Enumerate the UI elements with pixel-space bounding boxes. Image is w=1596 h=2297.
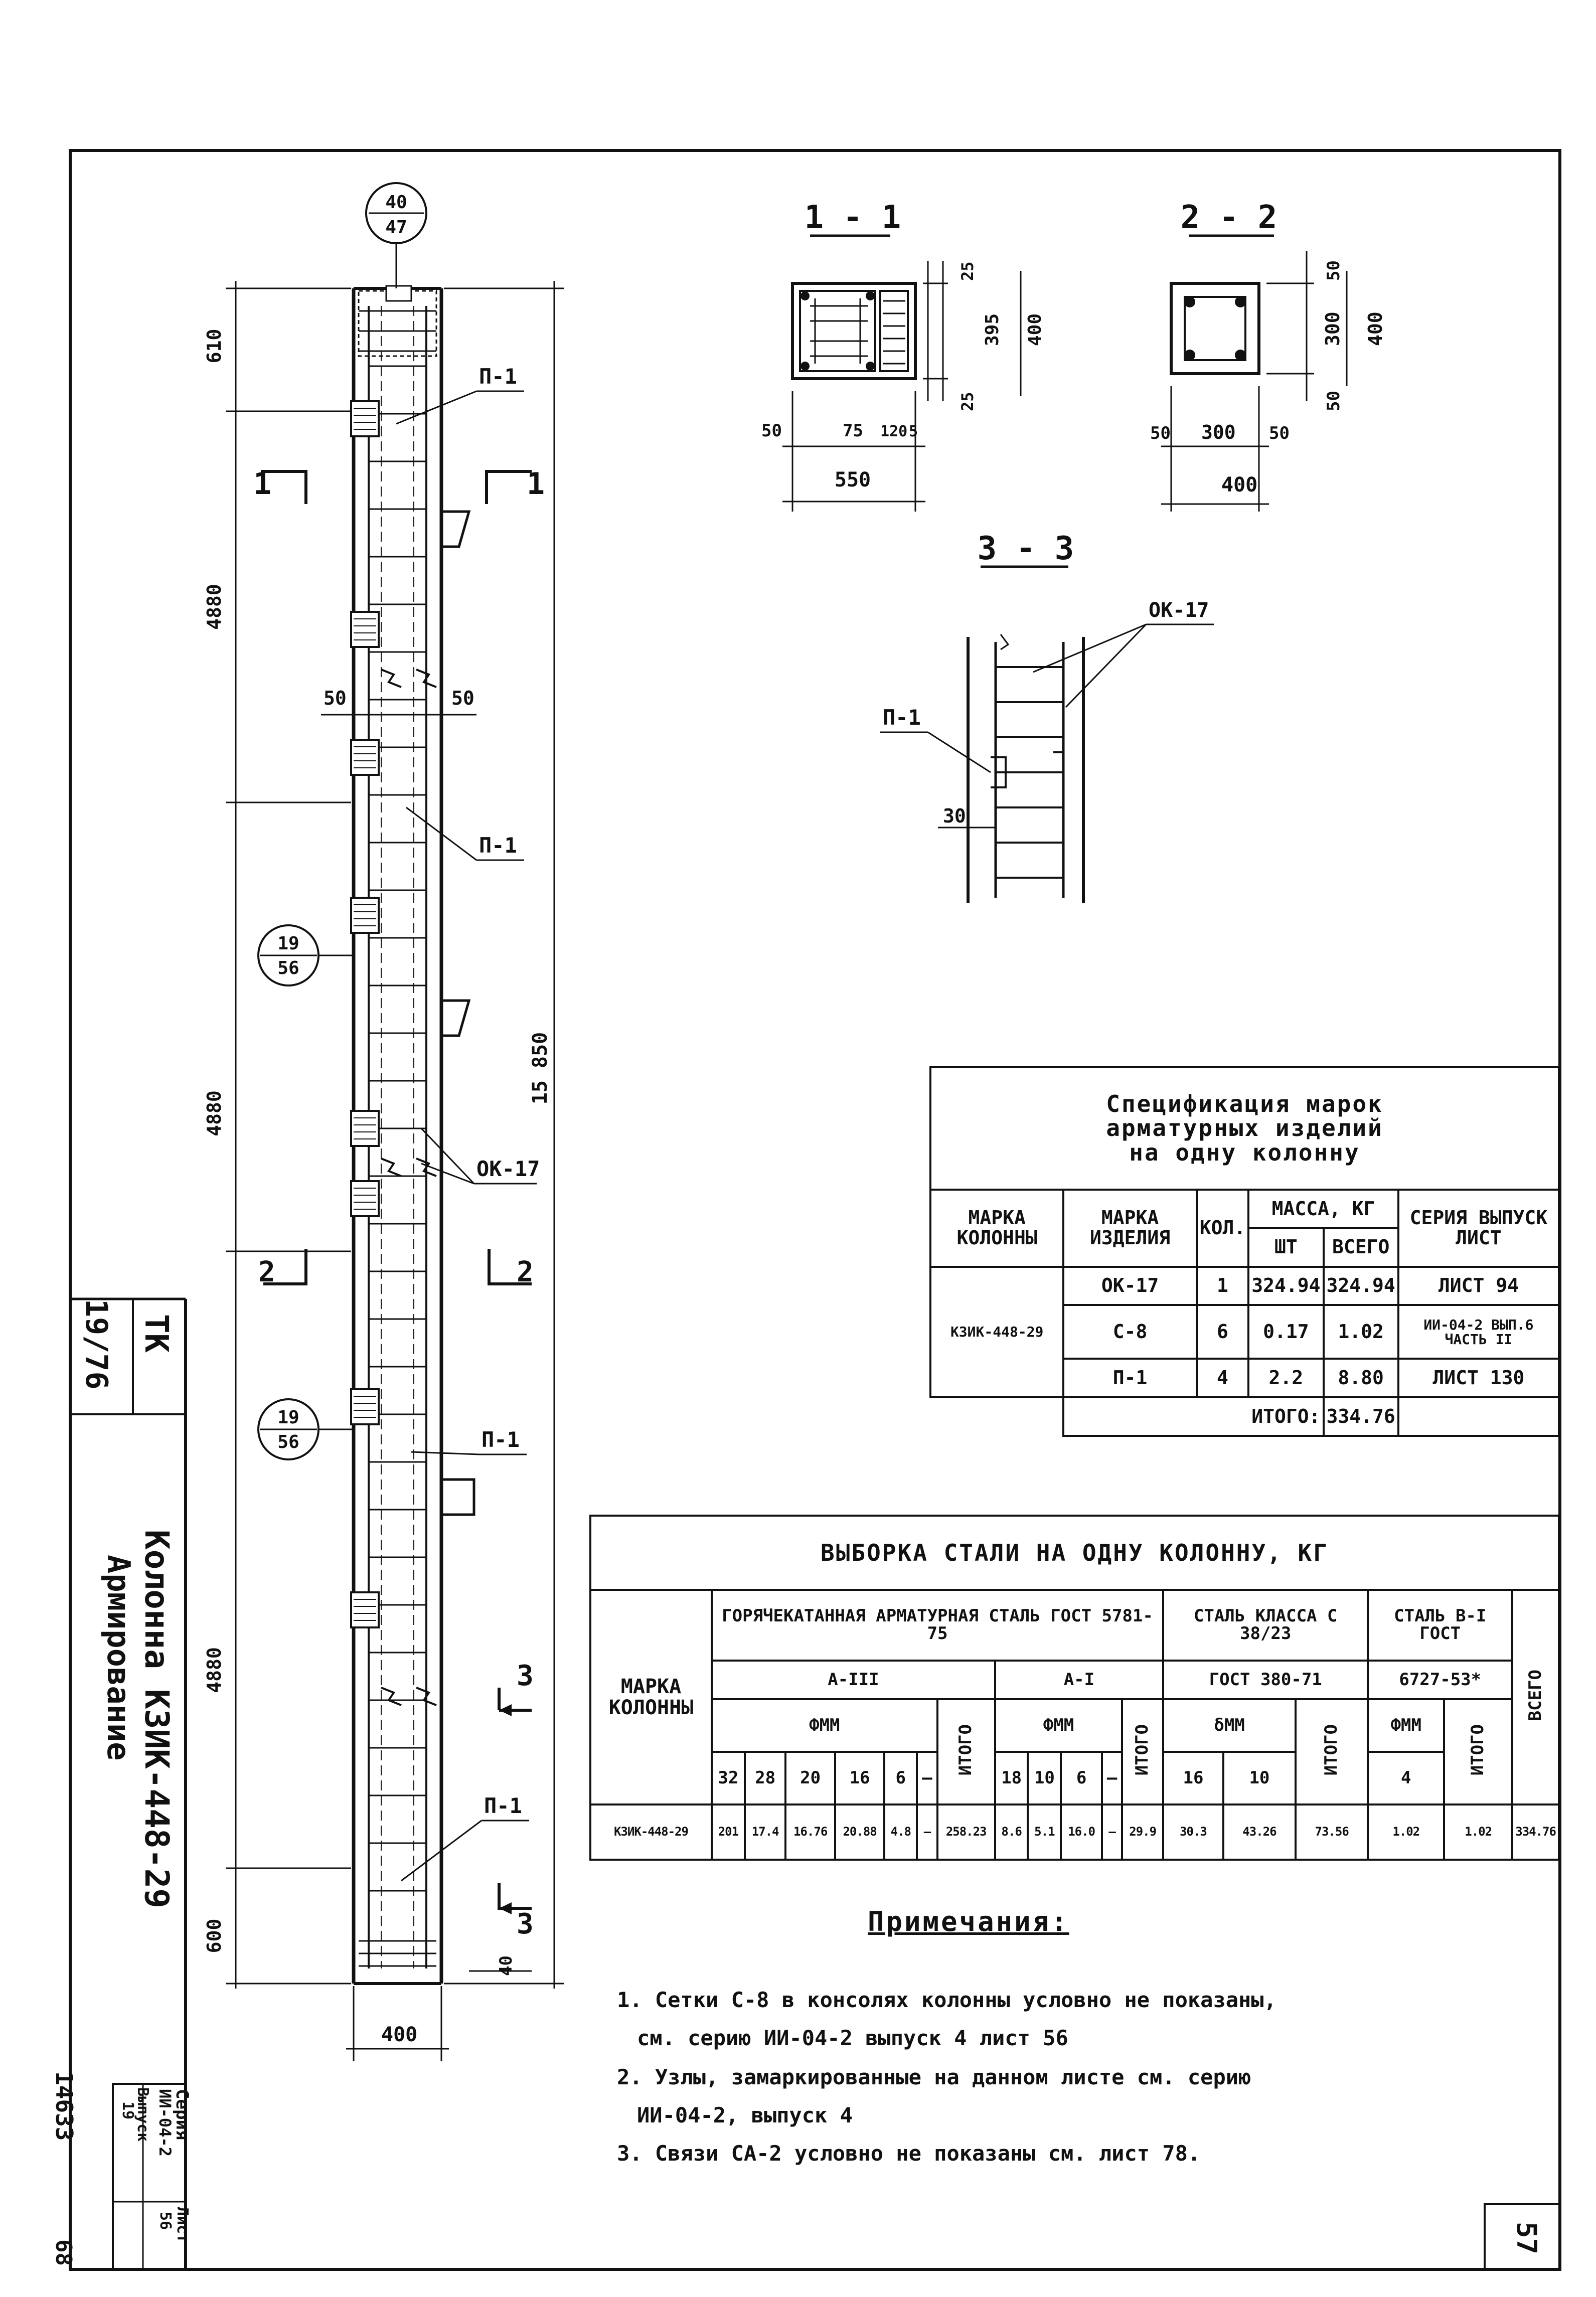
dim-width-400: 400 [381, 2023, 418, 2046]
section-mark-1-right: 1 [527, 466, 545, 502]
s11-dim-395: 395 [982, 313, 1003, 346]
steel-row-b1: 1.02 [1368, 1804, 1444, 1860]
spec-row-qty: 4 [1197, 1359, 1249, 1397]
series-value: ИИ-04-2 [155, 2089, 175, 2157]
steel-head-a3: А-III [712, 1661, 995, 1700]
s11-dim-400: 400 [1025, 313, 1045, 346]
section-2-2-title: 2 - 2 [1180, 199, 1278, 236]
section-1-1-title: 1 - 1 [804, 199, 901, 236]
s22-dim-300-v: 300 [1322, 311, 1344, 346]
steel-head-a1: А-I [995, 1661, 1163, 1700]
s11-dim-5: 5 [909, 423, 918, 440]
section-mark-2-right: 2 [517, 1256, 534, 1288]
steel-c38-diam: 16 [1163, 1752, 1223, 1804]
s22-dim-50-r: 50 [1269, 423, 1290, 443]
steel-head-b1-itogo [1444, 1699, 1512, 1804]
s11-dim-50: 50 [761, 421, 782, 441]
steel-head-c38-d: δММ [1163, 1699, 1296, 1752]
steel-row-a3: 17.4 [745, 1804, 786, 1860]
dim-50-left: 50 [324, 687, 347, 709]
steel-row-a3: 201 [712, 1804, 745, 1860]
steel-head-a1-phi: ФММ [995, 1699, 1123, 1752]
spec-total-label: ИТОГО: [1063, 1397, 1323, 1436]
steel-a3-diam: 28 [745, 1752, 786, 1804]
steel-row-total: 334.76 [1512, 1804, 1559, 1860]
steel-row-mark: КЗИК-448-29 [590, 1804, 712, 1860]
sheet-value: 56 [156, 2212, 174, 2230]
steel-row-a3: — [917, 1804, 937, 1860]
callout-low-lower: 56 [277, 1432, 299, 1452]
section-mark-1-left: 1 [253, 466, 272, 502]
spec-row-qty: 1 [1197, 1267, 1249, 1305]
steel-row-a1: — [1102, 1804, 1122, 1860]
inventory-number: 14633 [51, 2071, 78, 2141]
title-name-line1: Колонна КЗИК-448-29 [137, 1530, 176, 1908]
callout-low-upper: 19 [277, 1407, 299, 1428]
steel-head-c38-itogo [1296, 1699, 1368, 1804]
steel-head-vsego-text: ВСЕГО [1525, 1669, 1545, 1721]
steel-head-a3-itogo [937, 1699, 995, 1804]
steel-b1-diam: 4 [1368, 1752, 1444, 1804]
spec-head-col-mark: МАРКА КОЛОННЫ [930, 1190, 1063, 1267]
s22-dim-400-h: 400 [1221, 473, 1258, 497]
spec-row-qty: 6 [1197, 1305, 1249, 1359]
steel-row-a1: 16.0 [1061, 1804, 1102, 1860]
issue-value: 19 [119, 2101, 136, 2120]
note-line: 3. Связи СА-2 условно не показаны см. лист 78. [617, 2141, 1201, 2166]
steel-a1-diam: 6 [1061, 1752, 1102, 1804]
s22-dim-50-l: 50 [1150, 423, 1171, 443]
dim-4880-2: 4880 [203, 1090, 225, 1136]
s11-dim-25-top: 25 [958, 261, 977, 281]
dim-50-right: 50 [451, 687, 474, 709]
spec-row-item: С-8 [1063, 1305, 1196, 1359]
steel-head-c38-itogo-text: ИТОГО [1321, 1724, 1342, 1776]
steel-a3-diam: 16 [835, 1752, 884, 1804]
steel-row-a3-total: 258.23 [937, 1804, 995, 1860]
stamp-number: 19/76 [79, 1299, 114, 1390]
steel-row-a1: 5.1 [1028, 1804, 1061, 1860]
section-3-3-title: 3 - 3 [977, 530, 1074, 567]
s22-dim-50-bot: 50 [1324, 391, 1344, 411]
embedded-plate [351, 898, 379, 933]
s33-dim-30: 30 [943, 805, 966, 827]
steel-a3-diam: 32 [712, 1752, 745, 1804]
note-item [617, 2135, 1200, 2173]
embedded-plate [351, 612, 379, 647]
note-item [617, 1981, 1276, 2057]
spec-column-mark: КЗИК-448-29 [930, 1267, 1063, 1398]
spec-row-pc: 0.17 [1248, 1305, 1323, 1359]
dim-40: 40 [496, 1955, 516, 1976]
steel-head-b1-phi: ФММ [1368, 1699, 1444, 1752]
spec-head-mass-total: ВСЕГО [1324, 1228, 1398, 1267]
s22-dim-50-top: 50 [1324, 260, 1344, 281]
spec-head-qty: КОЛ. [1197, 1190, 1249, 1267]
note-line: см. серию ИИ-04-2 выпуск 4 лист 56 [637, 2026, 1068, 2050]
s11-dim-75: 75 [843, 421, 863, 441]
steel-row-a1-total: 29.9 [1122, 1804, 1163, 1860]
spec-head-mass-pc: ШТ [1248, 1228, 1323, 1267]
embedded-plate [351, 1592, 379, 1627]
embedded-plate [351, 401, 379, 436]
spec-title [930, 1067, 1559, 1190]
label-p1-b: П-1 [479, 833, 517, 858]
steel-head-steel-class: СТАЛЬ КЛАССА С 38/23 [1163, 1590, 1368, 1661]
steel-a1-diam: — [1102, 1752, 1122, 1804]
spec-title-line2: арматурных изделий [1106, 1114, 1383, 1142]
label-p1-a: П-1 [479, 364, 517, 389]
s33-label-p1: П-1 [883, 705, 921, 730]
spec-head-item-mark: МАРКА ИЗДЕЛИЯ [1063, 1190, 1196, 1267]
steel-head-steel-b1: СТАЛЬ В-I ГОСТ [1368, 1590, 1512, 1661]
embedded-plate [351, 1111, 379, 1146]
note-line: ИИ-04-2, выпуск 4 [637, 2103, 853, 2127]
steel-row-c38-total: 73.56 [1296, 1804, 1368, 1860]
steel-c38-diam: 10 [1223, 1752, 1296, 1804]
spec-total-value: 334.76 [1324, 1397, 1398, 1436]
dim-600: 600 [203, 1918, 225, 1953]
sheet-label: Лист [174, 2207, 191, 2243]
steel-head-a1-itogo [1122, 1699, 1163, 1804]
section-mark-2-left: 2 [258, 1256, 275, 1288]
corner-number: 68 [51, 2239, 76, 2266]
dim-4880-3: 4880 [203, 1647, 225, 1693]
steel-row-c38: 30.3 [1163, 1804, 1223, 1860]
embedded-plate [351, 1181, 379, 1216]
steel-a3-diam: 20 [785, 1752, 835, 1804]
steel-head-hot-rolled: ГОРЯЧЕКАТАННАЯ АРМАТУРНАЯ СТАЛЬ ГОСТ 5781-75 [712, 1590, 1163, 1661]
spec-row-pc: 324.94 [1248, 1267, 1323, 1305]
embedded-plate [351, 740, 379, 775]
steel-head-gost6727: 6727-53* [1368, 1661, 1512, 1700]
steel-a3-diam: 6 [884, 1752, 917, 1804]
stamp-code: ТК [137, 1314, 175, 1353]
column-elevation [203, 183, 564, 2061]
steel-row-a3: 20.88 [835, 1804, 884, 1860]
label-p1-c: П-1 [482, 1427, 520, 1452]
steel-head-b1-itogo-text: ИТОГО [1468, 1724, 1488, 1776]
steel-row-a1: 8.6 [995, 1804, 1028, 1860]
steel-table [589, 1515, 1560, 1861]
label-ok17: ОК-17 [476, 1157, 540, 1181]
steel-row-c38: 43.26 [1223, 1804, 1296, 1860]
section-2-2 [1150, 199, 1386, 512]
steel-head-gost380: ГОСТ 380-71 [1163, 1661, 1368, 1700]
section-mark-3-top: 3 [517, 1660, 534, 1692]
spec-row-total: 324.94 [1324, 1267, 1398, 1305]
section-3-3 [880, 530, 1214, 903]
callout-top-lower: 47 [385, 217, 407, 238]
spec-row-ref: ЛИСТ 130 [1398, 1359, 1559, 1397]
dim-4880-1: 4880 [203, 584, 225, 630]
note-line: 2. Узлы, замаркированные на данном листе см. серию [617, 2065, 1251, 2089]
steel-title: ВЫБОРКА СТАЛИ НА ОДНУ КОЛОННУ, КГ [590, 1516, 1559, 1590]
s22-dim-400-v: 400 [1364, 311, 1386, 346]
embedded-plate [351, 1389, 379, 1424]
steel-a1-diam: 18 [995, 1752, 1028, 1804]
steel-a3-diam: — [917, 1752, 937, 1804]
steel-a1-diam: 10 [1028, 1752, 1061, 1804]
callout-mid-upper: 19 [277, 933, 299, 954]
spec-row-ref: ЛИСТ 94 [1398, 1267, 1559, 1305]
spec-row-item: П-1 [1063, 1359, 1196, 1397]
s33-label-ok17: ОК-17 [1149, 599, 1209, 622]
steel-head-a1-itogo-text: ИТОГО [1132, 1724, 1153, 1776]
steel-head-col-mark: МАРКА КОЛОННЫ [590, 1590, 712, 1804]
steel-row-a3: 16.76 [785, 1804, 835, 1860]
note-line: 1. Сетки С-8 в консолях колонны условно не показаны, [617, 1988, 1276, 2012]
steel-row-a3: 4.8 [884, 1804, 917, 1860]
s22-dim-300-h: 300 [1201, 421, 1236, 443]
callout-mid-lower: 56 [277, 958, 299, 978]
spec-title-line3: на одну колонну [1129, 1138, 1360, 1166]
dim-total: 15 850 [529, 1032, 552, 1105]
label-p1-d: П-1 [484, 1793, 522, 1818]
s11-dim-25-bot: 25 [958, 392, 977, 411]
spec-row-pc: 2.2 [1248, 1359, 1323, 1397]
spec-row-total: 8.80 [1324, 1359, 1398, 1397]
page-number: 57 [1511, 2222, 1542, 2255]
series-label: Серия [172, 2089, 192, 2141]
issue-label: Выпуск [134, 2087, 151, 2142]
notes-title: Примечания: [868, 1906, 1069, 1937]
steel-head-a3-itogo-text: ИТОГО [955, 1724, 976, 1776]
s11-dim-550: 550 [834, 468, 871, 491]
spec-row-item: ОК-17 [1063, 1267, 1196, 1305]
s11-dim-120: 120 [880, 423, 908, 440]
spec-table [929, 1066, 1560, 1437]
callout-top-upper: 40 [385, 192, 407, 213]
section-mark-3-bottom: 3 [517, 1908, 534, 1940]
steel-head-a3-phi: ФММ [712, 1699, 937, 1752]
steel-row-b1-total: 1.02 [1444, 1804, 1512, 1860]
spec-head-mass: МАССА, КГ [1248, 1190, 1398, 1228]
steel-head-vsego [1512, 1590, 1559, 1804]
title-name-line2: Армирование [100, 1555, 137, 1761]
spec-row-ref: ИИ-04-2 ВЫП.6 ЧАСТЬ II [1398, 1305, 1559, 1359]
spec-head-series: СЕРИЯ ВЫПУСК ЛИСТ [1398, 1190, 1559, 1267]
spec-title-line1: Спецификация марок [1106, 1090, 1383, 1118]
note-item [617, 2058, 1251, 2135]
section-1-1 [761, 199, 1045, 512]
dim-610: 610 [203, 329, 225, 364]
spec-row-total: 1.02 [1324, 1305, 1398, 1359]
